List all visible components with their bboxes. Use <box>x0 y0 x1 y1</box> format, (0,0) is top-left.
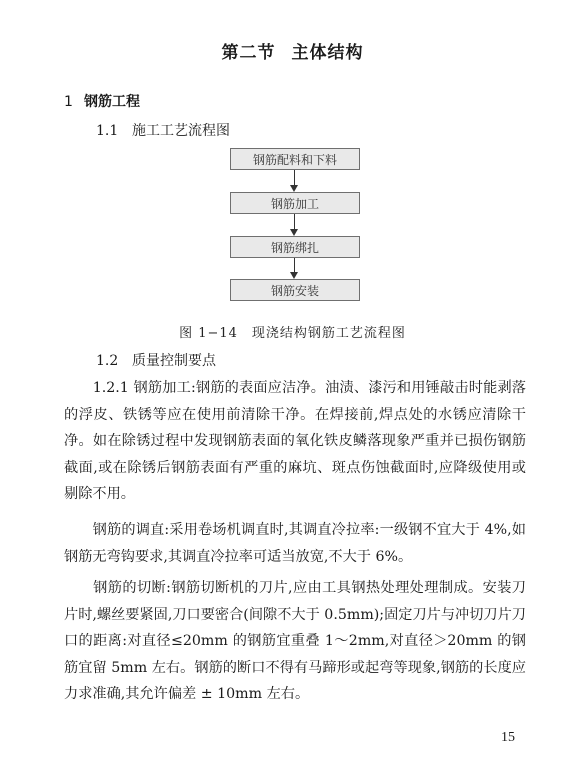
flow-arrow-head <box>290 272 298 279</box>
flow-step-installation: 钢筋安装 <box>230 279 360 301</box>
heading-quality-control <box>96 350 216 370</box>
paragraph-rebar-processing: 1.2.1 钢筋加工:钢筋的表面应洁净。油渍、漆污和用锤敲击时能剥落的浮皮、铁锈等应在使用前清除干净。在焊接前,焊点处的水锈应清除干净。如在除锈过程中发现钢筋表面的氧化铁皮鳞落现象严重并已损伤钢筋截面,或在除锈后钢筋表面有严重的麻坑、斑点伤蚀截面时,应降级使用或剔除不用。 <box>64 380 526 502</box>
flow-arrow-line <box>294 214 295 229</box>
flow-step-binding: 钢筋绑扎 <box>230 236 360 258</box>
flow-arrow-line <box>294 170 295 185</box>
flow-arrow-head <box>290 185 298 192</box>
section-name: 主体结构 <box>291 43 364 63</box>
flow-arrow-line <box>294 258 295 272</box>
page-number: 15 <box>501 730 515 745</box>
paragraph-rebar-cutting: 钢筋的切断:钢筋切断机的刀片,应由工具钢热处理处理制成。安装刀片时,螺丝要紧固,刀口要密合(间隙不大于 0.5mm);固定刀片与冲切刀片刀口的距离:对直径≤20mm 的钢筋宜重叠 1～2mm,对直径＞20mm 的钢筋宜留 5mm 左右。钢筋的断口不得有马蹄形或起弯等现象,钢筋的长度应力求准确,其允许偏差 ± 10mm 左右。 <box>64 580 526 702</box>
heading-number: 1.2 <box>96 353 119 369</box>
flow-step-processing: 钢筋加工 <box>230 192 360 214</box>
heading-rebar-engineering <box>64 91 140 111</box>
heading-number: 1.1 <box>96 123 119 139</box>
flow-arrow-head <box>290 229 298 236</box>
flow-step-cutting: 钢筋配料和下料 <box>230 148 360 170</box>
paragraph-rebar-straightening: 钢筋的调直:采用卷场机调直时,其调直冷拉率:一级钢不宜大于 4%,如钢筋无弯钩要求,其调直冷拉率可适当放宽,不大于 6%。 <box>64 522 526 565</box>
heading-process-flowchart <box>96 120 230 140</box>
heading-text: 质量控制要点 <box>132 353 216 369</box>
heading-text: 钢筋工程 <box>84 94 140 110</box>
heading-text: 施工工艺流程图 <box>132 123 230 139</box>
figure-caption: 图 1−14 现浇结构钢筋工艺流程图 <box>179 326 406 341</box>
section-number: 第二节 <box>221 43 276 63</box>
section-title <box>0 38 585 63</box>
heading-number: 1 <box>64 94 73 110</box>
